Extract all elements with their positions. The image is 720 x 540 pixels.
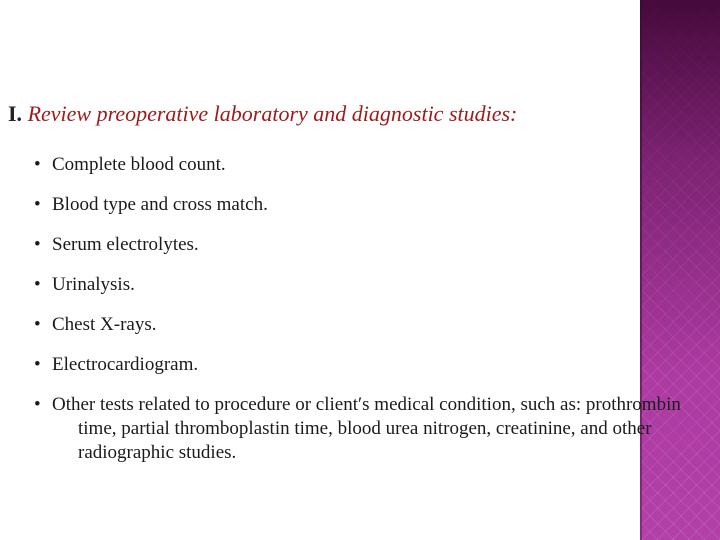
bullet-icon: • [34, 274, 41, 295]
bullet-icon: • [34, 314, 41, 335]
bullet-icon: • [34, 154, 41, 175]
list-item-text: Complete blood count. [52, 154, 226, 175]
list-item-text: Chest X-rays. [52, 314, 157, 335]
list-item-text: Serum electrolytes. [52, 234, 199, 255]
list-item-urinalysis [34, 273, 714, 297]
title-numeral: I. [8, 101, 23, 126]
bullet-icon: • [34, 234, 41, 255]
list-item-text: Urinalysis. [52, 274, 135, 295]
list-item-text: Electrocardiogram. [52, 354, 199, 375]
bullet-list [34, 153, 714, 481]
list-item-serum-electrolytes [34, 233, 714, 257]
list-item-text: Other tests related to procedure or client′s medical condition, such as: prothrombin time, partial thromboplastin time, blood urea nitrogen, creatinine, and other radiographic studies. [52, 394, 681, 463]
list-item-blood-type [34, 193, 714, 217]
list-item-text: Blood type and cross match. [52, 194, 268, 215]
bullet-icon: • [34, 354, 41, 375]
bullet-icon: • [34, 394, 41, 415]
list-item-electrocardiogram [34, 353, 714, 377]
list-item-other-tests [34, 393, 714, 465]
list-item-chest-x-rays [34, 313, 714, 337]
title-text: Review preoperative laboratory and diagnostic studies: [27, 101, 518, 126]
slide-title [8, 100, 517, 128]
bullet-icon: • [34, 194, 41, 215]
list-item-complete-blood-count [34, 153, 714, 177]
